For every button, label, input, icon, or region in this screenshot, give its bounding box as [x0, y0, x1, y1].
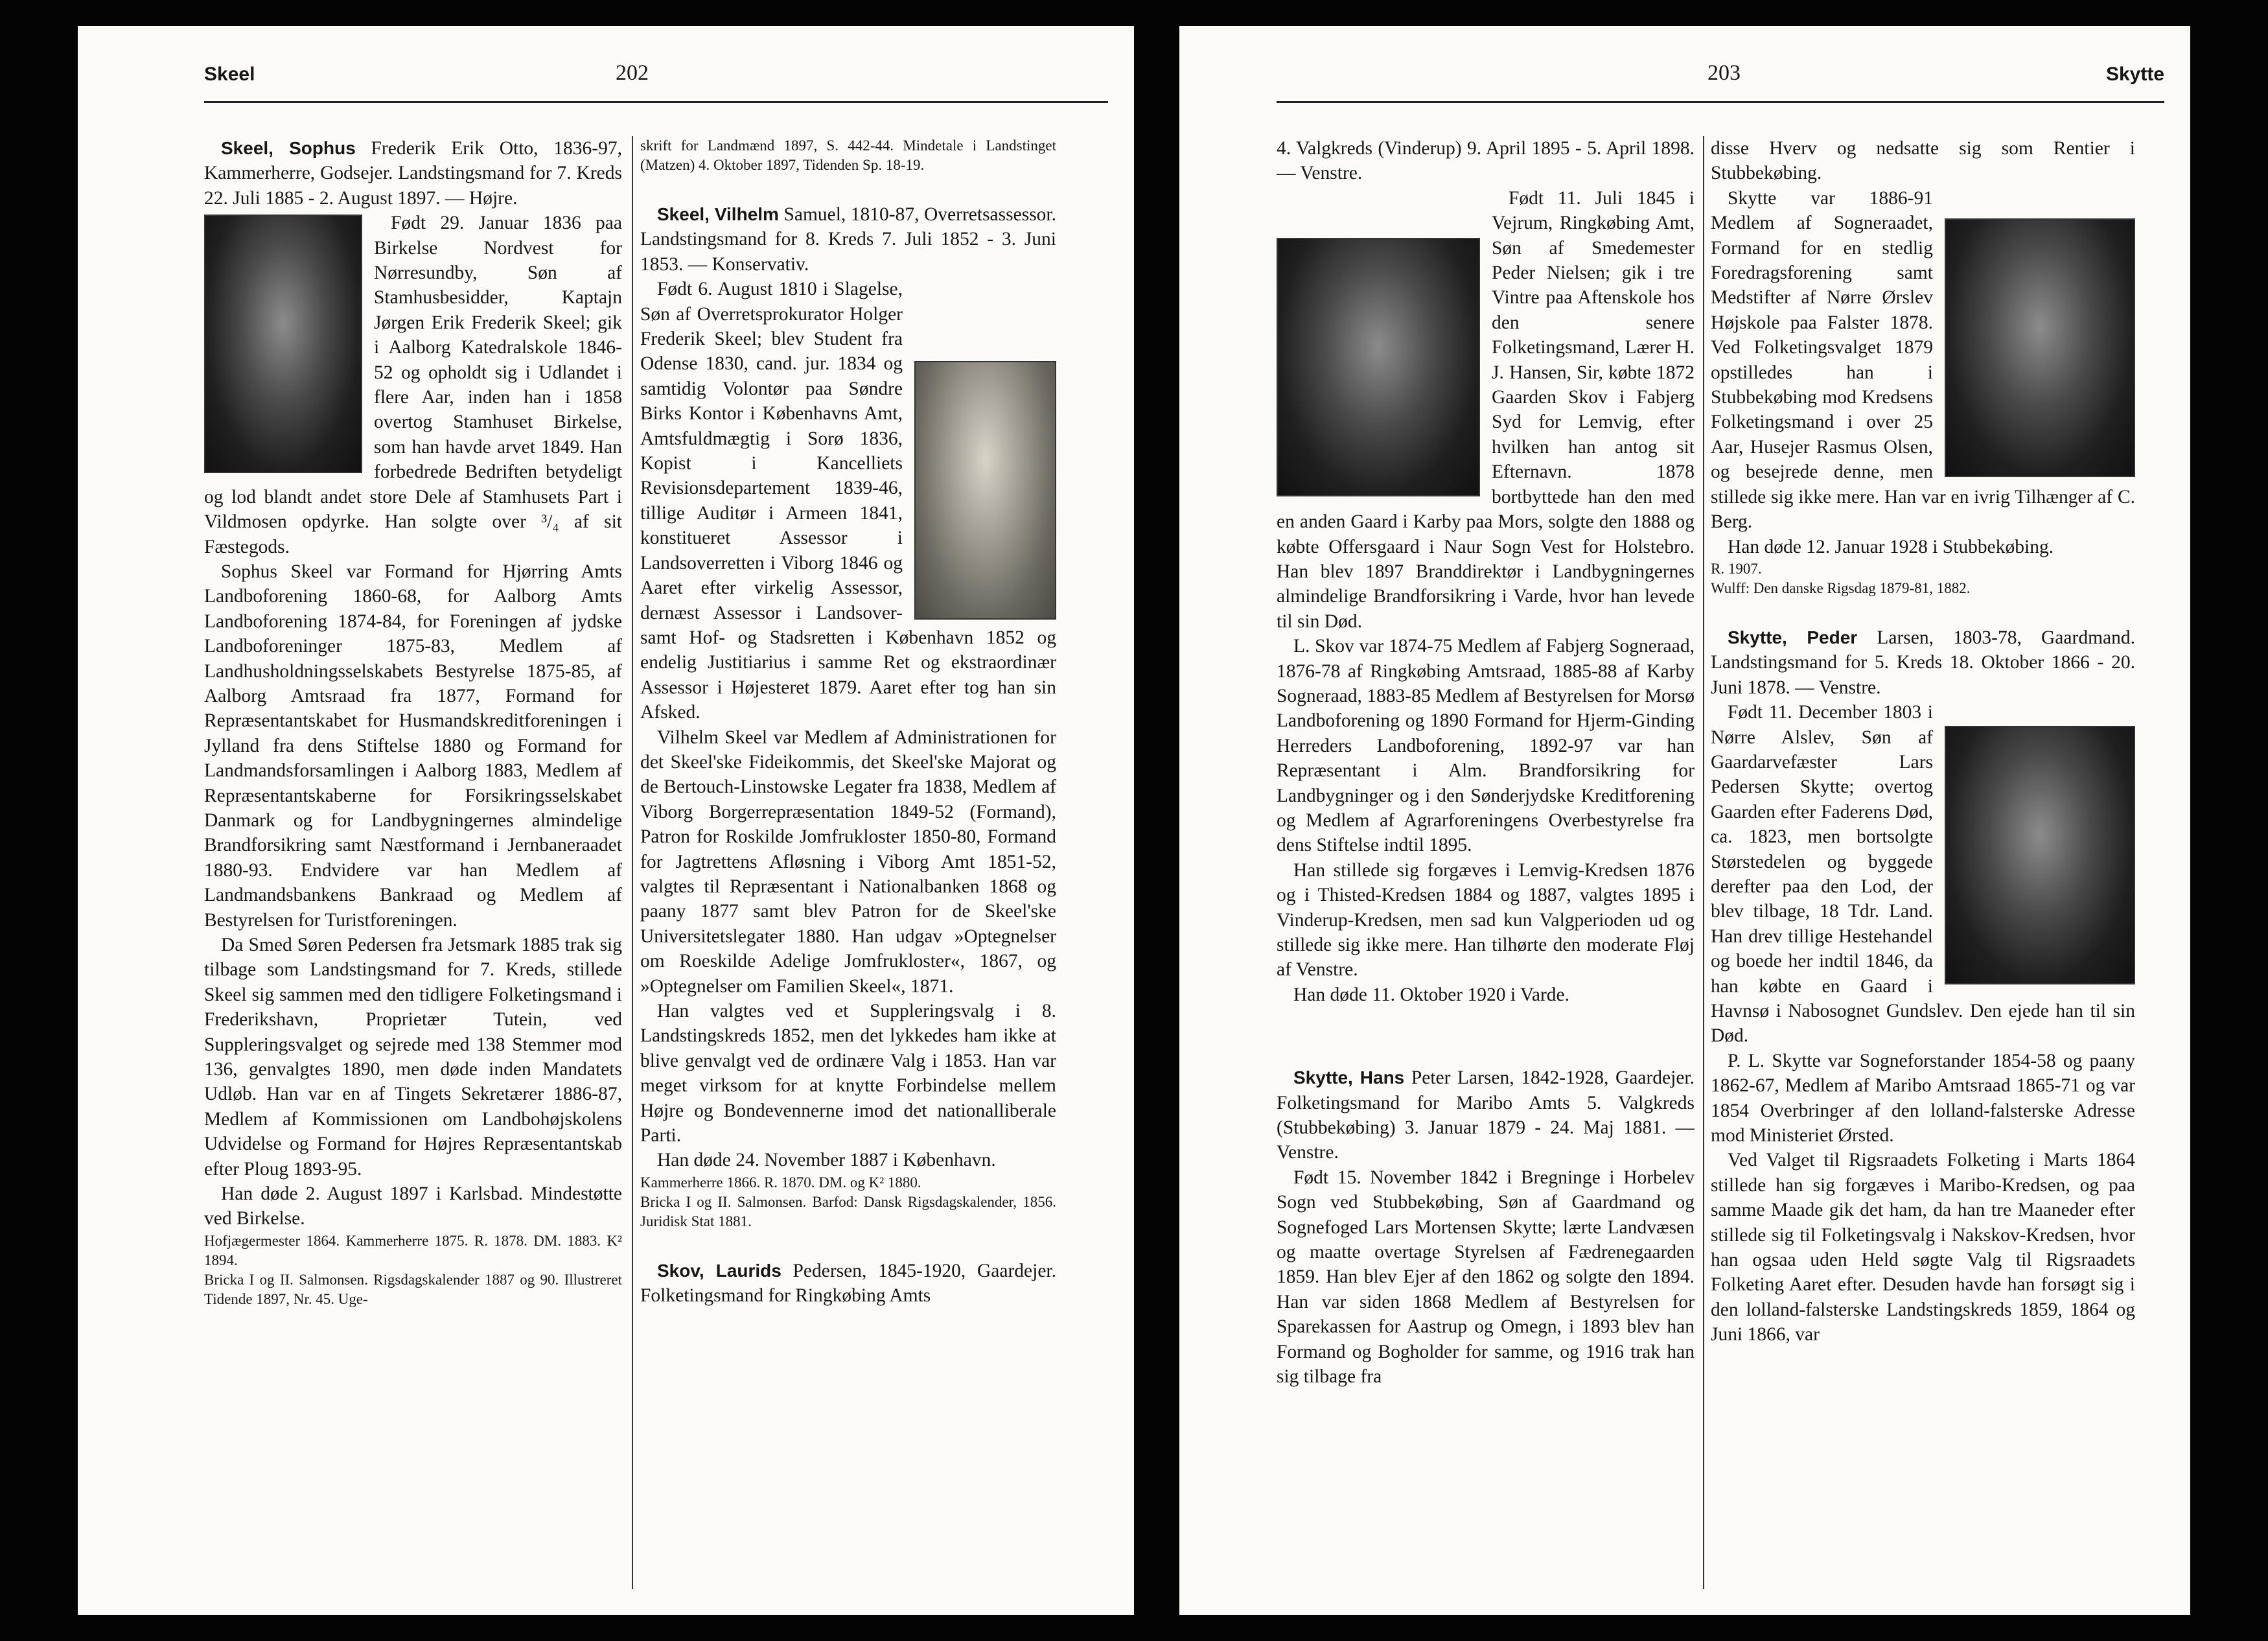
paragraph: Født 11. Juli 1845 i Vejrum, Ringkøbing Amt, Søn af Smedemester Peder Nielsen; gik i tre Vintre paa Aftenskole hos den senere Folketingsmand, Lærer H. J. Hansen, Sir, købte 1872 Gaarden Skov i Fabjerg Syd for Lemvig, efter hvilken han antog sit Efternavn. 1878 bortbyttede han den med en anden Gaard i Karby paa Mors, solgte den 1888 og købte Offersgaard i Naur Sogn Vest for Holstebro. Han blev 1897 Branddirektør i Landbygningernes almindelige Brandforsikring i Varde, hvor han levede til sin Død.: [1277, 187, 1695, 632]
running-head: [78, 52, 1134, 104]
paragraph: Vilhelm Skeel var Medlem af Administrationen for det Skeel'ske Fideikommis, det Skeel'ske Majorat og de Bertouch-Linstowske Legater fra 1838, Medlem af Viborg Borgerrepræsentation 1849-52 (Formand), Patron for Roskilde Jomfrukloster 1850-80, Formand for Jagtrettens Afløsning i Viborg Amt 1851-52, valgtes til Repræsentant i Nationalbanken 1868 og paany 1877 samt blev Patron for de Skeel'ske Universitetslegater 1880. Han udgav »Optegnelser om Roeskilde Adelige Jomfrukloster«, 1867, og »Optegnelser om Familien Skeel«, 1871.: [640, 727, 1056, 997]
paragraph: Sophus Skeel var Formand for Hjørring Amts Landboforening 1860-68, for Aalborg Amts Landboforening 1874-84, for Foreningen af jydske Landboforeninger 1875-83, Medlem af Landhusholdningsselskabets Bestyrelse 1875-85, af Aalborg Amtsraad fra 1877, Formand for Repræsentantskabet for Husmandskreditforeningen i Jylland fra dens Stiftelse 1880 og Formand for Landmandsforsamlingen i Aalborg 1883, Medlem af Repræsentantskaberne for Forsikringsselskabet Danmark og for Landbygningernes almindelige Brandforsikring samt Næstformand i Jernbaneraadet 1880-93. Endvidere var han Medlem af Landmandsbankens Bankraad og Medlem af Bestyrelsen for Turistforeningen.: [204, 561, 622, 931]
page-number: 202: [616, 61, 649, 85]
entry-name: Skeel, Sophus: [221, 138, 356, 158]
paragraph: 4. Valgkreds (Vinderup) 9. April 1895 - 5. April 1898. — Venstre.: [1277, 138, 1695, 184]
entry-name: Skeel, Vilhelm: [657, 204, 779, 224]
entry-name: Skytte, Peder: [1728, 627, 1858, 647]
paragraph: Født 6. August 1810 i Slagelse, Søn af Overretsprokurator Holger Frederik Skeel; blev Student fra Odense 1830, cand. jur. 1834 og samtidig Volontør paa Søndre Birks Kontor i Københavns Amt, Amtsfuldmægtig i Sorø 1836, Kopist i Kancelliets Revisionsdepartement 1839-46, tillige Auditør i Armeen 1841, konstitueret Assessor i Landsoverretten i Viborg 1846 og Aaret efter virkelig Assessor, dernæst Assessor i Landsover- samt Hof- og Stadsretten i København 1852 og endelig Justitiarius i samme Ret og ekstraordinær Assessor i Højesteret 1879. Aaret efter tog han sin Afsked.: [640, 279, 1056, 723]
header-rule: [204, 101, 1108, 103]
portrait-sophus-skeel: [204, 215, 362, 473]
paragraph: Født 29. Januar 1836 paa Birkelse Nordvest for Nørresundby, Søn af Stamhusbesidder, Kaptajn Jørgen Erik Frederik Skeel; gik i Aalborg Katedralskole 1846-52 og opholdt sig i Udlandet i flere Aar, inden han i 1858 overtog Stamhuset Birkelse, som han havde arvet 1849. Han forbedrede Bedriften betydeligt og lod blandt andet store Dele af Stamhusets Part i Vildmosen opdyrke. Han solgte over ³/₄ af sit Fæstegods.: [204, 213, 622, 557]
portrait-laurids-skov: [1277, 238, 1480, 496]
honours-note: Hofjægermester 1864. Kammerherre 1875. R. 1878. DM. 1883. K² 1894.: [204, 1232, 622, 1268]
entry-heading: Skytte, Hans Peter Larsen, 1842-1928, Gaardejer. Folketingsmand for Maribo Amts 5. Valgkreds (Stubbekøbing) 3. Januar 1879 - 24. Maj 1881. — Venstre.: [1277, 1067, 1695, 1163]
page-203: [1179, 26, 2190, 1615]
paragraph: Skytte var 1886-91 Medlem af Sogneraadet, Formand for en stedlig Foredragsforening samt Medstifter af Nørre Ørslev Højskole paa Falster 1878. Ved Folketingsvalget 1879 opstilledes han i Stubbekøbing mod Kredsens Folketingsmand i over 25 Aar, Husejer Rasmus Olsen, og besejrede denne, men stillede sig ikke mere. Han var en ivrig Tilhænger af C. Berg.: [1711, 187, 2135, 533]
entry-heading: Skeel, Sophus Frederik Erik Otto, 1836-97, Kammerherre, Godsejer. Landstingsmand for 7. Kreds 22. Juli 1885 - 2. August 1897. — Højre.: [204, 138, 622, 209]
portrait-peder-skytte: [1945, 726, 2135, 984]
portrait-hans-skytte: [1945, 218, 2135, 477]
entry-heading: Skytte, Peder Larsen, 1803-78, Gaardmand. Landstingsmand for 5. Kreds 18. Oktober 1866 - 20. Juni 1878. — Venstre.: [1711, 627, 2135, 698]
entry-name: Skov, Laurids: [657, 1260, 781, 1281]
page-202: [78, 26, 1134, 1615]
paragraph: Født 11. December 1803 i Nørre Alslev, Søn af Gaardarvefæster Lars Pedersen Skytte; overtog Gaarden efter Faderens Død, ca. 1823, men bortsolgte Størstedelen og byggede derefter paa den Lod, der blev tilbage, 18 Tdr. Land. Han drev tillige Hestehandel og boede her indtil 1846, da han købte en Gaard i Havnsø i Nabosognet Gundslev. Den ejede han til sin Død.: [1711, 702, 2135, 1047]
paragraph: P. L. Skytte var Sogneforstander 1854-58 og paany 1862-67, Medlem af Maribo Amtsraad 1865-71 og var 1854 Overbringer af den lolland-falsterske Adresse mod Ministeriet Ørsted.: [1711, 1050, 2135, 1146]
paragraph: Han døde 2. August 1897 i Karlsbad. Mindestøtte ved Birkelse.: [204, 1183, 622, 1229]
paragraph: Han døde 24. November 1887 i København.: [657, 1150, 996, 1171]
paragraph: L. Skov var 1874-75 Medlem af Fabjerg Sogneraad, 1876-78 af Ringkøbing Amtsraad, 1885-88 af Karby Sogneraad, 1883-85 Medlem af Bestyrelsen for Morsø Landboforening og 1890 Formand for Hjerm-Ginding Herreders Landboforening, 1892-97 var han Repræsentant i Alm. Brandforsikring for Landbygninger og i den Sønderjydske Kreditforening og Medlem af Agrarforeningens Overbestyrelse fra dens Stiftelse indtil 1895.: [1277, 636, 1695, 856]
paragraph: Da Smed Søren Pedersen fra Jetsmark 1885 trak sig tilbage som Landstingsmand for 7. Kreds, stillede Skeel sig sammen med den tidligere Folketingsmand i Frederikshavn, Proprietær Tutein, ved Suppleringsvalget og sejrede med 138 Stemmer mod 136, genvalgtes 1890, men døde inden Mandatets Udløb. Han var en af Tingets Sekretærer 1886-87, Medlem af Kommissionen om Landbohøjskolens Udvidelse og Formand for Højres Repræsentantskab efter Ploug 1893-95.: [204, 935, 622, 1180]
sources-note: Bricka I og II. Salmonsen. Barfod: Dansk Rigsdagskalender, 1856. Juridisk Stat 1881.: [640, 1193, 1056, 1229]
column-left: [204, 136, 622, 1602]
paragraph: Han døde 11. Oktober 1920 i Varde.: [1293, 984, 1570, 1005]
column-left: [1277, 136, 1695, 1602]
column-divider: [632, 136, 633, 1589]
paragraph: Han døde 12. Januar 1928 i Stubbekøbing.: [1728, 536, 2054, 557]
paragraph: disse Hverv og nedsatte sig som Rentier i Stubbekøbing.: [1711, 138, 2135, 184]
entry-name: Skytte, Hans: [1293, 1067, 1405, 1088]
page-number: 203: [1707, 61, 1741, 85]
column-right: [1711, 136, 2135, 1602]
running-name: Skytte: [2105, 64, 2164, 85]
honours-note: Kammerherre 1866. R. 1870. DM. og K² 1880.: [640, 1174, 921, 1191]
sources-note: Bricka I og II. Salmonsen. Rigsdagskalender 1887 og 90. Illustreret Tidende 1897, Nr. 45. Uge-: [204, 1271, 622, 1307]
sources-note: skrift for Landmænd 1897, S. 442-44. Mindetale i Landstinget (Matzen) 4. Oktober 1897, Tidenden Sp. 18-19.: [640, 137, 1056, 173]
sources-note: Wulff: Den danske Rigsdag 1879-81, 1882.: [1711, 579, 1971, 596]
honours-note: R. 1907.: [1711, 560, 1762, 577]
entry-heading: Skeel, Vilhelm Samuel, 1810-87, Overretsassessor. Landstingsmand for 8. Kreds 7. Juli 1852 - 3. Juni 1853. — Konservativ.: [640, 204, 1056, 275]
running-name: Skeel: [204, 64, 255, 85]
column-divider: [1703, 136, 1704, 1589]
entry-heading: Skov, Laurids Pedersen, 1845-1920, Gaardejer. Folketingsmand for Ringkøbing Amts: [640, 1260, 1056, 1307]
portrait-vilhelm-skeel: [914, 361, 1056, 620]
column-right: [640, 136, 1056, 1602]
paragraph: Han stillede sig forgæves i Lemvig-Kredsen 1876 og i Thisted-Kredsen 1884 og 1887, valgtes 1895 i Vinderup-Kredsen, men sad kun Valgperioden ud og stillede sig ikke mere. Han tilhørte den moderate Fløj af Venstre.: [1277, 859, 1695, 981]
paragraph: Han valgtes ved et Suppleringsvalg i 8. Landstingskreds 1852, men det lykkedes ham ikke at blive genvalgt ved de ordinære Valg i 1853. Han var meget virksom for at knytte Forbindelse mellem Højre og Bondevennerne imod det nationalliberale Parti.: [640, 1001, 1056, 1146]
paragraph: Ved Valget til Rigsraadets Folketing i Marts 1864 stillede han sig forgæves i Maribo-Kredsen, og paa samme Maade gik det ham, da han tre Maaneder efter stillede sig til Folketingsvalg i Nakskov-Kredsen, hvor han ogsaa uden Held søgte Valg til Rigsraadets Folketing Aaret efter. Desuden havde han forsøgt sig i den lolland-falsterske Landstingskreds 1859, 1864 og Juni 1866, var: [1711, 1150, 2135, 1345]
header-rule: [1277, 101, 2164, 103]
running-head: [1179, 52, 2190, 104]
paragraph: Født 15. November 1842 i Bregninge i Horbelev Sogn ved Stubbekøbing, Søn af Gaardmand og Sognefoged Lars Mortensen Skytte; lærte Landvæsen og maatte overtage Styrelsen af Fædrenegaarden 1859. Han blev Ejer af den 1862 og solgte den 1894. Han var siden 1868 Medlem af Bestyrelsen for Sparekassen for Aastrup og Omegn, i 1893 blev han Formand og Bogholder for samme, og 1916 trak han sig tilbage fra: [1277, 1167, 1695, 1388]
